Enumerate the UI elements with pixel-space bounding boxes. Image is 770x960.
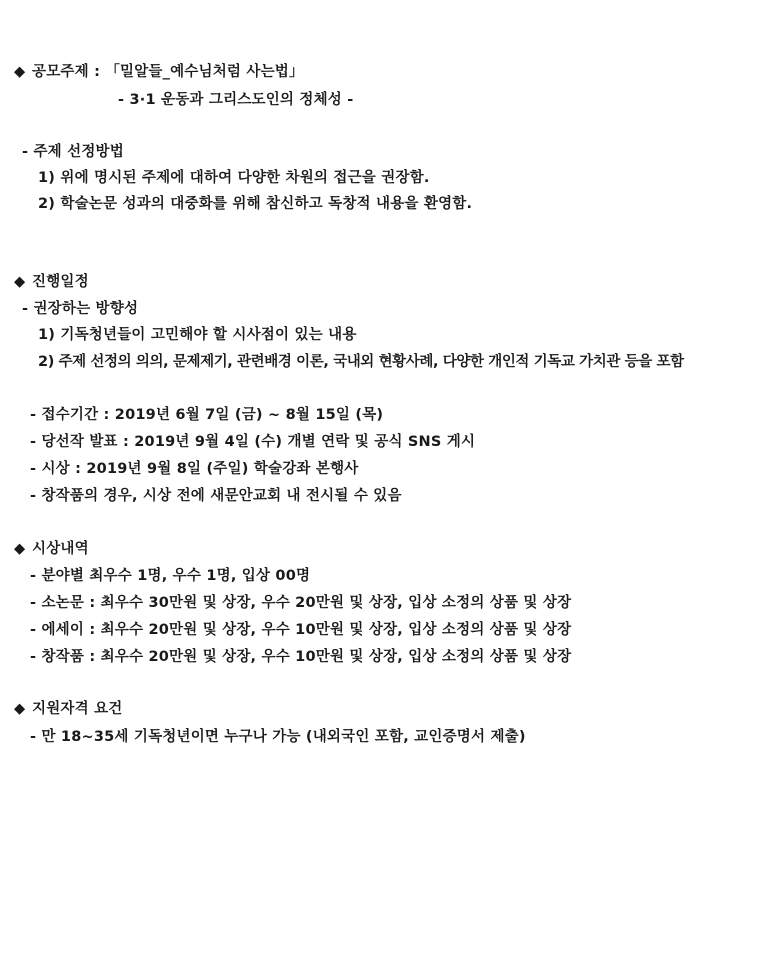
awards-heading bbox=[14, 539, 89, 559]
schedule-date-2: - 당선작 발표 : 2019년 9월 4일 (수) 개별 연락 및 공식 SNS 게시 bbox=[30, 434, 476, 450]
awards-item-2: - 소논문 : 최우수 30만원 및 상장, 우수 20만원 및 상장, 입상 소정의 상품 및 상장 bbox=[30, 595, 572, 611]
schedule-title: 진행일정 bbox=[32, 274, 89, 290]
theme-heading bbox=[14, 62, 304, 82]
eligibility-heading bbox=[14, 699, 123, 719]
direction-item-1: 1) 기독청년들이 고민해야 할 시사점이 있는 내용 bbox=[38, 327, 357, 343]
theme-title: 공모주제 : 「밀알들_예수님처럼 사는법」 bbox=[32, 64, 304, 80]
awards-title: 시상내역 bbox=[32, 541, 89, 557]
theme-subtitle: - 3·1 운동과 그리스도인의 정체성 - bbox=[118, 92, 354, 108]
method-heading: - 주제 선정방법 bbox=[22, 144, 124, 160]
diamond-bullet-icon: ◆ bbox=[14, 274, 26, 290]
schedule-date-3: - 시상 : 2019년 9월 8일 (주일) 학술강좌 본행사 bbox=[30, 461, 359, 477]
diamond-bullet-icon: ◆ bbox=[14, 701, 26, 717]
schedule-heading bbox=[14, 272, 89, 292]
eligibility-title: 지원자격 요건 bbox=[32, 701, 123, 717]
direction-heading: - 권장하는 방향성 bbox=[22, 301, 139, 317]
direction-item-2: 2) 주제 선정의 의의, 문제제기, 관련배경 이론, 국내외 현황사례, 다양한 개인적 기독교 가치관 등을 포함 bbox=[38, 354, 684, 370]
schedule-date-4: - 창작품의 경우, 시상 전에 새문안교회 내 전시될 수 있음 bbox=[30, 488, 402, 504]
awards-item-1: - 분야별 최우수 1명, 우수 1명, 입상 00명 bbox=[30, 568, 311, 584]
method-item-2: 2) 학술논문 성과의 대중화를 위해 참신하고 독창적 내용을 환영함. bbox=[38, 196, 473, 212]
eligibility-item-1: - 만 18~35세 기독청년이면 누구나 가능 (내외국인 포함, 교인증명서 제출) bbox=[30, 729, 526, 745]
method-item-1: 1) 위에 명시된 주제에 대하여 다양한 차원의 접근을 권장함. bbox=[38, 170, 430, 186]
awards-item-4: - 창작품 : 최우수 20만원 및 상장, 우수 10만원 및 상장, 입상 소정의 상품 및 상장 bbox=[30, 649, 572, 665]
diamond-bullet-icon: ◆ bbox=[14, 541, 26, 557]
schedule-date-1: - 접수기간 : 2019년 6월 7일 (금) ~ 8월 15일 (목) bbox=[30, 407, 384, 423]
diamond-bullet-icon: ◆ bbox=[14, 64, 26, 80]
awards-item-3: - 에세이 : 최우수 20만원 및 상장, 우수 10만원 및 상장, 입상 소정의 상품 및 상장 bbox=[30, 622, 572, 638]
